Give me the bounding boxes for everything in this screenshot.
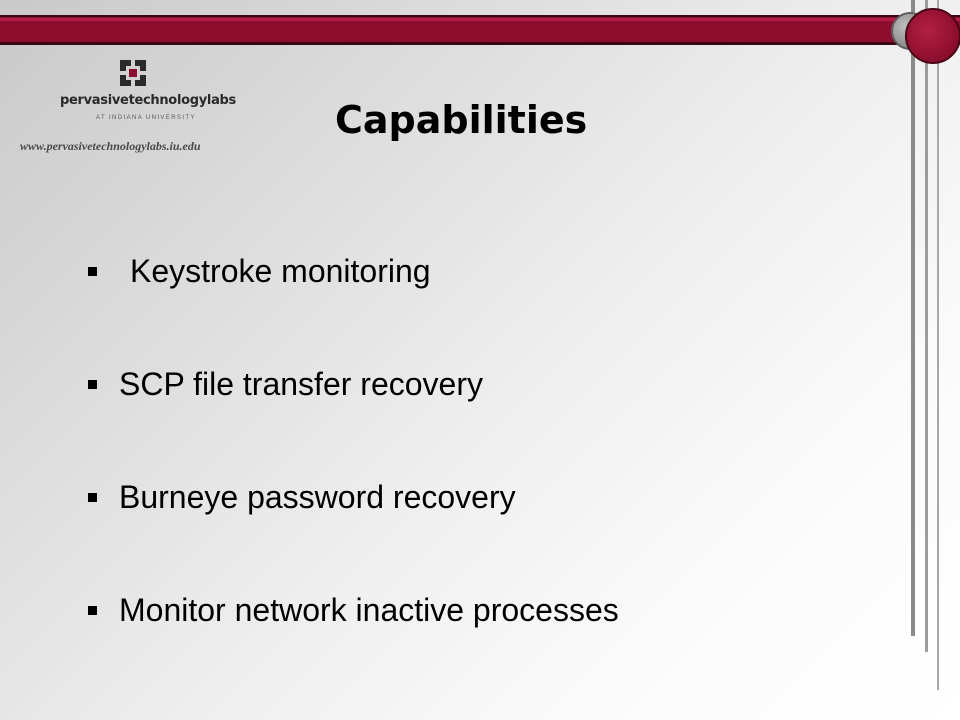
logo-subtitle: AT INDIANA UNIVERSITY [96,115,196,121]
square-bullet-icon [88,267,97,276]
decorative-vertical-line [925,0,928,652]
slide-title: Capabilities [335,98,588,142]
decorative-vertical-line [911,0,915,636]
header-band-highlight [0,18,960,21]
logo-name: pervasivetechnologylabs [60,93,236,108]
decorative-vertical-line [937,0,939,690]
pervasive-logo-icon [120,60,146,86]
bullet-item [85,328,619,441]
lab-logo [20,60,270,155]
decorative-red-circle [905,8,960,64]
bullet-item [85,554,619,667]
bullet-text: SCP file transfer recovery [119,366,483,402]
bullet-item [85,215,619,328]
bullet-text: Keystroke monitoring [130,253,431,289]
bullet-text: Monitor network inactive processes [119,592,619,628]
square-bullet-icon [88,606,97,615]
bullet-item [85,441,619,554]
square-bullet-icon [88,380,97,389]
square-bullet-icon [88,493,97,502]
logo-url: www.pervasivetechnologylabs.iu.edu [20,139,201,153]
bullet-text: Burneye password recovery [119,479,516,515]
bullet-list [85,215,619,667]
